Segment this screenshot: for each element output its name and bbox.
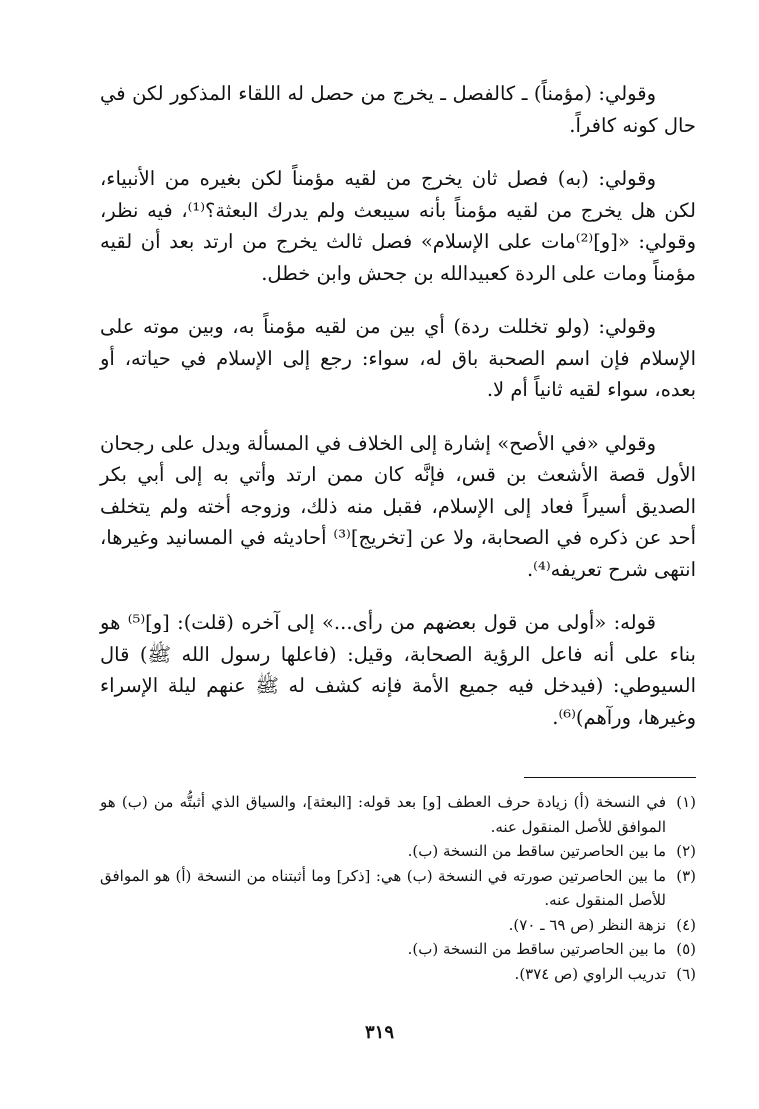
footnote-number: (٥) xyxy=(676,940,696,958)
footnote-number: (١) xyxy=(676,793,696,811)
footnote-item xyxy=(100,937,696,962)
footnote-text: ما بين الحاصرتين ساقط من النسخة (ب). xyxy=(407,940,666,958)
footnote-item xyxy=(100,839,696,864)
main-text xyxy=(100,78,696,733)
footnote-number: (٣) xyxy=(676,866,696,885)
paragraph: وقولي: (مؤمناً) ـ كالفصل ـ يخرج من حصل له اللقاء المذكور لكن في حال كونه كافراً. xyxy=(100,82,696,137)
footnote-text: في النسخة (أ) زيادة حرف العطف [و] بعد قوله: [البعثة]، والسياق الذي أثبتُّه من (ب) هو الموافق للأصل المنقول عنه. xyxy=(100,793,666,836)
footnote-text: ما بين الحاصرتين صورته في النسخة (ب) هي: [ذكر] وما أثبتناه من النسخة (أ) هو الموافق للأصل المنقول عنه. xyxy=(100,866,666,909)
footnotes-list xyxy=(100,790,696,986)
footnote-divider xyxy=(524,777,696,778)
footnote-number: (٤) xyxy=(676,915,696,934)
paragraph: وقولي: (به) فصل ثان يخرج من لقيه مؤمناً لكن بغيره من الأنبياء، لكن هل يخرج من لقيه مؤمناً بأنه سيبعث ولم يدرك البعثة؟⁽¹⁾، فيه نظر، وقولي: «[و]⁽²⁾مات على الإسلام» فصل ثالث يخرج من ارتد بعد أن لقيه مؤمناً ومات على الردة كعبيدالله بن جحش وابن خطل. xyxy=(100,167,696,285)
paragraph: وقولي «في الأصح» إشارة إلى الخلاف في المسألة ويدل على رجحان الأول قصة الأشعث بن قس، فإنَّه كان ممن ارتد وأتي به إلى أبي بكر الصديق أسيراً فعاد إلى الإسلام، فقبل منه ذلك، وزوجه أخته ولم يتخلف أحد عن ذكره في الصحابة، ولا عن [تخريج]⁽³⁾ أحاديثه في المسانيد وغيرها، انتهى شرح تعريفه⁽⁴⁾. xyxy=(100,431,696,581)
footnote-item xyxy=(100,913,696,938)
footnote-text: ما بين الحاصرتين ساقط من النسخة (ب). xyxy=(407,842,666,860)
paragraph: قوله: «أولى من قول بعضهم من رأى...» إلى آخره (قلت): [و]⁽⁵⁾ هو بناء على أنه فاعل الرؤية الصحابة، وقيل: (فاعلها رسول الله ﷺ) قال السيوطي: (فيدخل فيه جميع الأمة فإنه كشف له ﷺ عنهم ليلة الإسراء وغيرها، ورآهم)⁽⁶⁾. xyxy=(100,611,696,729)
footnote-item xyxy=(100,790,696,839)
footnote-item xyxy=(100,962,696,987)
footnote-text: تدريب الراوي (ص ٣٧٤). xyxy=(514,964,666,983)
footnote-number: (٦) xyxy=(676,964,696,983)
footnote-text: نزهة النظر (ص ٦٩ ـ ٧٠). xyxy=(508,915,666,934)
footnote-item xyxy=(100,864,696,913)
footnote-number: (٢) xyxy=(676,842,696,860)
page-number: ٣١٩ xyxy=(364,1022,394,1043)
paragraph: وقولي: (ولو تخللت ردة) أي بين من لقيه مؤمناً به، وبين موته على الإسلام فإن اسم الصحبة باق له، سواء: رجع إلى الإسلام في حياته، أو بعده، سواء لقيه ثانياً أم لا. xyxy=(100,315,696,401)
